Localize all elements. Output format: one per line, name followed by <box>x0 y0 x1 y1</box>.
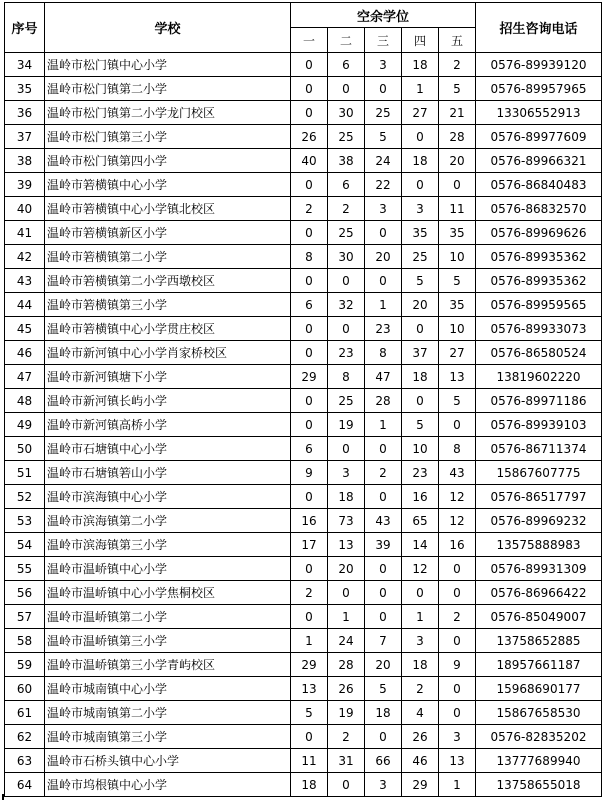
row-school: 温岭市松门镇第二小学龙门校区 <box>45 101 291 125</box>
row-grade-1: 0 <box>291 605 328 629</box>
row-grade-4: 14 <box>402 533 439 557</box>
row-school: 温岭市箬横镇中心小学镇北校区 <box>45 197 291 221</box>
row-school: 温岭市坞根镇中心小学 <box>45 773 291 797</box>
row-grade-4: 18 <box>402 653 439 677</box>
row-school: 温岭市温峤镇中心小学 <box>45 557 291 581</box>
row-grade-5: 10 <box>439 245 476 269</box>
row-grade-4: 65 <box>402 509 439 533</box>
row-grade-5: 43 <box>439 461 476 485</box>
row-seq: 35 <box>5 77 45 101</box>
row-grade-5: 0 <box>439 413 476 437</box>
row-grade-1: 18 <box>291 773 328 797</box>
row-grade-4: 1 <box>402 77 439 101</box>
row-grade-2: 38 <box>328 149 365 173</box>
row-grade-2: 0 <box>328 269 365 293</box>
row-school: 温岭市滨海镇第二小学 <box>45 509 291 533</box>
row-seq: 36 <box>5 101 45 125</box>
row-seq: 51 <box>5 461 45 485</box>
row-grade-1: 16 <box>291 509 328 533</box>
row-grade-3: 0 <box>365 725 402 749</box>
row-grade-3: 5 <box>365 125 402 149</box>
row-seq: 57 <box>5 605 45 629</box>
row-school: 温岭市滨海镇第三小学 <box>45 533 291 557</box>
row-grade-1: 2 <box>291 581 328 605</box>
row-grade-1: 0 <box>291 269 328 293</box>
row-grade-2: 73 <box>328 509 365 533</box>
row-seq: 63 <box>5 749 45 773</box>
row-grade-4: 26 <box>402 725 439 749</box>
row-grade-3: 1 <box>365 293 402 317</box>
row-grade-2: 0 <box>328 437 365 461</box>
row-grade-2: 26 <box>328 677 365 701</box>
row-grade-2: 24 <box>328 629 365 653</box>
row-grade-1: 8 <box>291 245 328 269</box>
table-row <box>5 485 602 509</box>
header-vacancy: 空余学位 <box>291 3 476 28</box>
row-phone: 0576-86580524 <box>476 341 602 365</box>
row-school: 温岭市城南镇第二小学 <box>45 701 291 725</box>
row-grade-1: 2 <box>291 197 328 221</box>
row-phone: 0576-89966321 <box>476 149 602 173</box>
row-grade-3: 0 <box>365 581 402 605</box>
row-seq: 61 <box>5 701 45 725</box>
row-phone: 15867658530 <box>476 701 602 725</box>
row-seq: 60 <box>5 677 45 701</box>
row-phone: 13306552913 <box>476 101 602 125</box>
row-phone: 13575888983 <box>476 533 602 557</box>
row-grade-4: 0 <box>402 173 439 197</box>
row-grade-3: 3 <box>365 53 402 77</box>
row-grade-2: 28 <box>328 653 365 677</box>
table-row <box>5 317 602 341</box>
row-school: 温岭市箬横镇第二小学 <box>45 245 291 269</box>
row-school: 温岭市松门镇第二小学 <box>45 77 291 101</box>
row-grade-1: 17 <box>291 533 328 557</box>
row-grade-2: 0 <box>328 773 365 797</box>
row-seq: 46 <box>5 341 45 365</box>
row-seq: 44 <box>5 293 45 317</box>
table-row <box>5 701 602 725</box>
row-phone: 13758655018 <box>476 773 602 797</box>
row-grade-2: 0 <box>328 77 365 101</box>
row-grade-3: 25 <box>365 101 402 125</box>
row-grade-5: 21 <box>439 101 476 125</box>
row-grade-3: 0 <box>365 605 402 629</box>
row-grade-3: 0 <box>365 221 402 245</box>
row-grade-1: 0 <box>291 485 328 509</box>
row-grade-3: 22 <box>365 173 402 197</box>
header-phone: 招生咨询电话 <box>476 3 602 53</box>
row-grade-4: 29 <box>402 773 439 797</box>
row-grade-5: 16 <box>439 533 476 557</box>
row-grade-3: 8 <box>365 341 402 365</box>
row-phone: 0576-89933073 <box>476 317 602 341</box>
row-school: 温岭市城南镇第三小学 <box>45 725 291 749</box>
row-seq: 37 <box>5 125 45 149</box>
header-grade-3: 三 <box>365 28 402 53</box>
row-grade-2: 25 <box>328 221 365 245</box>
row-grade-4: 3 <box>402 197 439 221</box>
row-grade-5: 35 <box>439 221 476 245</box>
row-seq: 47 <box>5 365 45 389</box>
row-seq: 58 <box>5 629 45 653</box>
row-grade-4: 18 <box>402 365 439 389</box>
row-seq: 40 <box>5 197 45 221</box>
row-grade-5: 1 <box>439 773 476 797</box>
row-grade-3: 47 <box>365 365 402 389</box>
row-grade-5: 0 <box>439 581 476 605</box>
row-grade-3: 0 <box>365 557 402 581</box>
table-row <box>5 365 602 389</box>
header-grade-1: 一 <box>291 28 328 53</box>
row-grade-4: 5 <box>402 413 439 437</box>
table-row <box>5 293 602 317</box>
row-grade-4: 10 <box>402 437 439 461</box>
row-school: 温岭市新河镇中心小学肖家桥校区 <box>45 341 291 365</box>
row-grade-2: 19 <box>328 413 365 437</box>
table-row <box>5 197 602 221</box>
row-grade-3: 28 <box>365 389 402 413</box>
row-grade-4: 18 <box>402 149 439 173</box>
row-seq: 62 <box>5 725 45 749</box>
table-row <box>5 125 602 149</box>
row-grade-1: 0 <box>291 341 328 365</box>
row-grade-2: 3 <box>328 461 365 485</box>
row-seq: 54 <box>5 533 45 557</box>
row-phone: 0576-86517797 <box>476 485 602 509</box>
row-grade-2: 32 <box>328 293 365 317</box>
row-grade-4: 0 <box>402 581 439 605</box>
row-grade-2: 18 <box>328 485 365 509</box>
row-grade-4: 12 <box>402 557 439 581</box>
row-grade-2: 0 <box>328 581 365 605</box>
row-grade-1: 9 <box>291 461 328 485</box>
row-grade-5: 28 <box>439 125 476 149</box>
row-grade-2: 6 <box>328 173 365 197</box>
row-grade-3: 0 <box>365 269 402 293</box>
row-grade-5: 0 <box>439 557 476 581</box>
table-row <box>5 749 602 773</box>
row-phone: 0576-89935362 <box>476 269 602 293</box>
row-school: 温岭市石塘镇中心小学 <box>45 437 291 461</box>
row-school: 温岭市松门镇第四小学 <box>45 149 291 173</box>
row-seq: 45 <box>5 317 45 341</box>
header-grade-2: 二 <box>328 28 365 53</box>
row-phone: 0576-89969232 <box>476 509 602 533</box>
row-grade-2: 20 <box>328 557 365 581</box>
row-grade-5: 8 <box>439 437 476 461</box>
row-grade-1: 0 <box>291 725 328 749</box>
row-grade-4: 25 <box>402 245 439 269</box>
row-grade-3: 23 <box>365 317 402 341</box>
row-grade-5: 5 <box>439 389 476 413</box>
table-row <box>5 53 602 77</box>
row-school: 温岭市松门镇第三小学 <box>45 125 291 149</box>
table-row <box>5 221 602 245</box>
row-grade-4: 35 <box>402 221 439 245</box>
row-grade-4: 2 <box>402 677 439 701</box>
table-row <box>5 413 602 437</box>
row-grade-2: 0 <box>328 317 365 341</box>
row-grade-2: 19 <box>328 701 365 725</box>
row-seq: 53 <box>5 509 45 533</box>
row-grade-4: 0 <box>402 389 439 413</box>
header-grade-5: 五 <box>439 28 476 53</box>
row-grade-3: 18 <box>365 701 402 725</box>
row-grade-3: 5 <box>365 677 402 701</box>
row-grade-3: 2 <box>365 461 402 485</box>
row-grade-5: 2 <box>439 53 476 77</box>
row-phone: 0576-89959565 <box>476 293 602 317</box>
row-seq: 50 <box>5 437 45 461</box>
row-grade-5: 5 <box>439 77 476 101</box>
row-grade-5: 13 <box>439 365 476 389</box>
row-grade-5: 5 <box>439 269 476 293</box>
row-grade-2: 6 <box>328 53 365 77</box>
row-phone: 0576-89939103 <box>476 413 602 437</box>
row-seq: 42 <box>5 245 45 269</box>
row-grade-1: 0 <box>291 101 328 125</box>
row-grade-3: 3 <box>365 773 402 797</box>
row-phone: 0576-86840483 <box>476 173 602 197</box>
row-grade-5: 27 <box>439 341 476 365</box>
row-grade-3: 0 <box>365 437 402 461</box>
row-school: 温岭市松门镇中心小学 <box>45 53 291 77</box>
row-school: 温岭市新河镇塘下小学 <box>45 365 291 389</box>
row-school: 温岭市温峤镇第三小学 <box>45 629 291 653</box>
row-grade-5: 20 <box>439 149 476 173</box>
row-grade-1: 40 <box>291 149 328 173</box>
row-grade-5: 10 <box>439 317 476 341</box>
row-grade-3: 43 <box>365 509 402 533</box>
row-grade-2: 25 <box>328 389 365 413</box>
row-phone: 0576-89931309 <box>476 557 602 581</box>
row-grade-2: 30 <box>328 245 365 269</box>
row-grade-3: 24 <box>365 149 402 173</box>
row-grade-5: 0 <box>439 173 476 197</box>
row-grade-1: 6 <box>291 437 328 461</box>
row-school: 温岭市箬横镇新区小学 <box>45 221 291 245</box>
row-seq: 55 <box>5 557 45 581</box>
row-grade-1: 26 <box>291 125 328 149</box>
row-phone: 0576-89935362 <box>476 245 602 269</box>
row-school: 温岭市温峤镇中心小学焦桐校区 <box>45 581 291 605</box>
row-school: 温岭市温峤镇第三小学青屿校区 <box>45 653 291 677</box>
table-row <box>5 773 602 797</box>
header-school: 学校 <box>45 3 291 53</box>
row-grade-2: 1 <box>328 605 365 629</box>
row-grade-3: 3 <box>365 197 402 221</box>
row-grade-1: 0 <box>291 53 328 77</box>
row-grade-5: 13 <box>439 749 476 773</box>
row-grade-5: 12 <box>439 509 476 533</box>
row-grade-2: 13 <box>328 533 365 557</box>
row-school: 温岭市新河镇高桥小学 <box>45 413 291 437</box>
border-stub <box>2 794 4 800</box>
table-row <box>5 101 602 125</box>
row-phone: 0576-89939120 <box>476 53 602 77</box>
row-phone: 0576-86966422 <box>476 581 602 605</box>
row-grade-5: 2 <box>439 605 476 629</box>
row-grade-3: 7 <box>365 629 402 653</box>
table-row <box>5 461 602 485</box>
row-grade-4: 5 <box>402 269 439 293</box>
row-grade-1: 29 <box>291 365 328 389</box>
row-grade-4: 3 <box>402 629 439 653</box>
row-grade-4: 27 <box>402 101 439 125</box>
row-grade-4: 16 <box>402 485 439 509</box>
row-grade-2: 2 <box>328 197 365 221</box>
row-school: 温岭市新河镇长屿小学 <box>45 389 291 413</box>
row-grade-4: 20 <box>402 293 439 317</box>
row-grade-1: 5 <box>291 701 328 725</box>
row-phone: 0576-89957965 <box>476 77 602 101</box>
row-grade-4: 1 <box>402 605 439 629</box>
row-school: 温岭市城南镇中心小学 <box>45 677 291 701</box>
row-seq: 34 <box>5 53 45 77</box>
table-row <box>5 269 602 293</box>
row-seq: 43 <box>5 269 45 293</box>
table-row <box>5 149 602 173</box>
row-grade-5: 0 <box>439 701 476 725</box>
row-seq: 56 <box>5 581 45 605</box>
table-row <box>5 509 602 533</box>
header-row-top <box>5 3 602 28</box>
row-school: 温岭市石塘镇箬山小学 <box>45 461 291 485</box>
row-grade-1: 0 <box>291 557 328 581</box>
row-grade-4: 4 <box>402 701 439 725</box>
row-grade-5: 0 <box>439 677 476 701</box>
row-seq: 48 <box>5 389 45 413</box>
row-seq: 39 <box>5 173 45 197</box>
row-grade-4: 0 <box>402 317 439 341</box>
row-grade-5: 11 <box>439 197 476 221</box>
row-grade-2: 31 <box>328 749 365 773</box>
row-grade-4: 18 <box>402 53 439 77</box>
row-grade-3: 66 <box>365 749 402 773</box>
row-grade-5: 9 <box>439 653 476 677</box>
table-row <box>5 677 602 701</box>
row-phone: 0576-86711374 <box>476 437 602 461</box>
row-grade-1: 0 <box>291 413 328 437</box>
row-grade-1: 11 <box>291 749 328 773</box>
table-row <box>5 581 602 605</box>
row-school: 温岭市温峤镇第二小学 <box>45 605 291 629</box>
row-seq: 38 <box>5 149 45 173</box>
row-phone: 0576-86832570 <box>476 197 602 221</box>
row-school: 温岭市石桥头镇中心小学 <box>45 749 291 773</box>
row-seq: 49 <box>5 413 45 437</box>
row-grade-1: 1 <box>291 629 328 653</box>
row-school: 温岭市箬横镇中心小学贯庄校区 <box>45 317 291 341</box>
row-grade-3: 0 <box>365 485 402 509</box>
row-grade-1: 0 <box>291 317 328 341</box>
row-phone: 15867607775 <box>476 461 602 485</box>
table-row <box>5 629 602 653</box>
row-seq: 64 <box>5 773 45 797</box>
row-phone: 0576-85049007 <box>476 605 602 629</box>
table-row <box>5 557 602 581</box>
table-row <box>5 533 602 557</box>
row-grade-1: 13 <box>291 677 328 701</box>
row-phone: 0576-89977609 <box>476 125 602 149</box>
row-grade-2: 30 <box>328 101 365 125</box>
row-grade-2: 25 <box>328 125 365 149</box>
row-grade-5: 0 <box>439 629 476 653</box>
row-school: 温岭市箬横镇中心小学 <box>45 173 291 197</box>
table-row <box>5 653 602 677</box>
table-body <box>5 53 602 797</box>
row-school: 温岭市箬横镇第二小学西墩校区 <box>45 269 291 293</box>
row-grade-3: 20 <box>365 653 402 677</box>
row-grade-4: 46 <box>402 749 439 773</box>
row-phone: 13777689940 <box>476 749 602 773</box>
table-row <box>5 77 602 101</box>
row-grade-1: 0 <box>291 77 328 101</box>
row-grade-4: 23 <box>402 461 439 485</box>
row-phone: 0576-89971186 <box>476 389 602 413</box>
row-seq: 41 <box>5 221 45 245</box>
row-phone: 0576-89969626 <box>476 221 602 245</box>
row-grade-1: 0 <box>291 221 328 245</box>
row-seq: 52 <box>5 485 45 509</box>
row-grade-3: 1 <box>365 413 402 437</box>
row-phone: 13819602220 <box>476 365 602 389</box>
row-grade-4: 37 <box>402 341 439 365</box>
row-seq: 59 <box>5 653 45 677</box>
row-school: 温岭市滨海镇中心小学 <box>45 485 291 509</box>
table-row <box>5 437 602 461</box>
table-row <box>5 605 602 629</box>
row-grade-1: 0 <box>291 389 328 413</box>
table-row <box>5 173 602 197</box>
row-grade-2: 8 <box>328 365 365 389</box>
row-grade-2: 2 <box>328 725 365 749</box>
row-grade-4: 0 <box>402 125 439 149</box>
table-row <box>5 389 602 413</box>
row-phone: 0576-82835202 <box>476 725 602 749</box>
table-row <box>5 725 602 749</box>
row-grade-5: 12 <box>439 485 476 509</box>
header-grade-4: 四 <box>402 28 439 53</box>
row-grade-5: 3 <box>439 725 476 749</box>
row-grade-1: 0 <box>291 173 328 197</box>
table-row <box>5 245 602 269</box>
row-grade-3: 20 <box>365 245 402 269</box>
row-grade-1: 29 <box>291 653 328 677</box>
row-grade-5: 35 <box>439 293 476 317</box>
row-phone: 13758652885 <box>476 629 602 653</box>
row-grade-3: 0 <box>365 77 402 101</box>
row-grade-3: 39 <box>365 533 402 557</box>
row-phone: 18957661187 <box>476 653 602 677</box>
row-phone: 15968690177 <box>476 677 602 701</box>
row-school: 温岭市箬横镇第三小学 <box>45 293 291 317</box>
header-seq: 序号 <box>5 3 45 53</box>
row-grade-2: 23 <box>328 341 365 365</box>
table-row <box>5 341 602 365</box>
row-grade-1: 6 <box>291 293 328 317</box>
vacancy-table <box>4 2 602 797</box>
